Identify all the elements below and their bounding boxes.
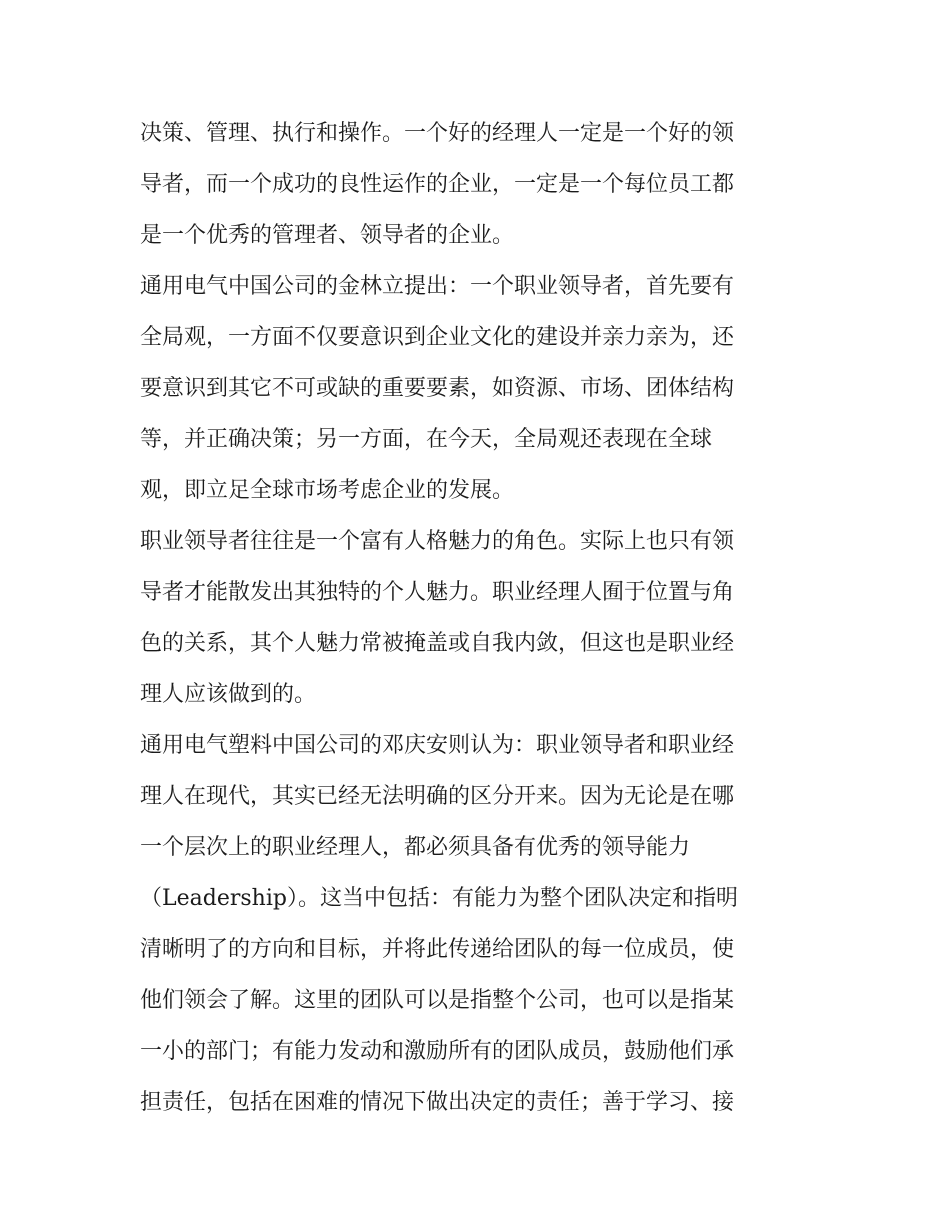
text-line: 全局观，一方面不仅要意识到企业文化的建设并亲力亲为，还 <box>140 325 735 350</box>
text-line: 一小的部门；有能力发动和激励所有的团队成员，鼓励他们承 <box>140 1039 735 1064</box>
text-line: 色的关系，其个人魅力常被掩盖或自我内敛，但这也是职业经 <box>140 631 735 656</box>
text-line: 通用电气塑料中国公司的邓庆安则认为：职业领导者和职业经 <box>140 733 735 758</box>
text-line: （Leadership）。这当中包括：有能力为整个团队决定和指明 <box>140 886 738 911</box>
text-line: 通用电气中国公司的金林立提出：一个职业领导者，首先要有 <box>140 274 735 299</box>
text-line: 要意识到其它不可或缺的重要要素，如资源、市场、团体结构 <box>140 376 735 401</box>
text-line: 担责任，包括在困难的情况下做出决定的责任；善于学习、接 <box>140 1090 735 1115</box>
text-line: 观，即立足全球市场考虑企业的发展。 <box>140 478 515 503</box>
text-line: 理人在现代，其实已经无法明确的区分开来。因为无论是在哪 <box>140 784 735 809</box>
text-line: 职业领导者往往是一个富有人格魅力的角色。实际上也只有领 <box>140 529 735 554</box>
text-line: 清晰明了的方向和目标，并将此传递给团队的每一位成员，使 <box>140 937 735 962</box>
text-line: 导者才能散发出其独特的个人魅力。职业经理人囿于位置与角 <box>140 580 735 605</box>
text-line: 是一个优秀的管理者、领导者的企业。 <box>140 223 515 248</box>
text-line: 他们领会了解。这里的团队可以是指整个公司，也可以是指某 <box>140 988 735 1013</box>
text-line: 导者，而一个成功的良性运作的企业，一定是一个每位员工都 <box>140 172 735 197</box>
text-line: 一个层次上的职业经理人，都必须具备有优秀的领导能力 <box>140 835 691 860</box>
body-text <box>140 108 815 1128</box>
text-line: 决策、管理、执行和操作。一个好的经理人一定是一个好的领 <box>140 121 735 146</box>
text-line: 等，并正确决策；另一方面，在今天，全局观还表现在全球 <box>140 427 713 452</box>
text-line: 理人应该做到的。 <box>140 682 317 707</box>
